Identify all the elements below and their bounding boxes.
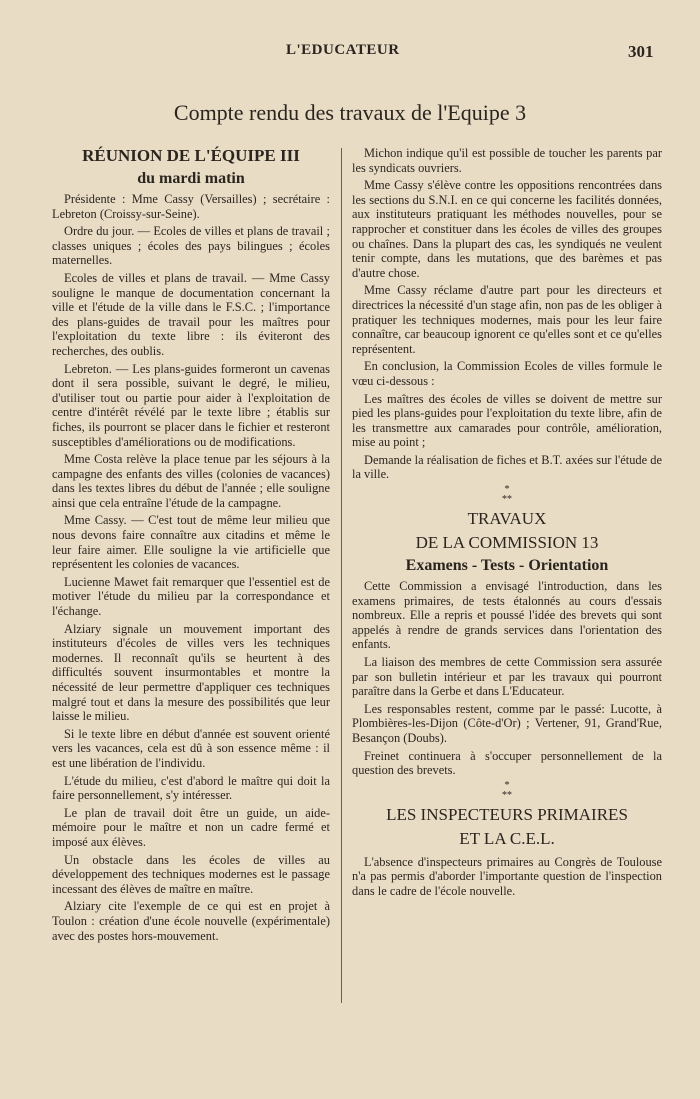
running-title: L'EDUCATEUR xyxy=(286,42,400,58)
left-column xyxy=(52,146,330,946)
paragraph: Ecoles de villes et plans de travail. — Mme Cassy souligne le manque de documentation concernant la ville et l'étude de la ville dans le F.S.C. ; l'importance des plans-guides de travail pour les maîtres pour l'exploitation du texte libre : ils éviteront des recherches, des oublis. xyxy=(52,270,330,358)
paragraph: Les responsables restent, comme par le passé: Lucotte, à Plombières-les-Dijon (Côte-d'Or) ; Vertener, 91, Grand'Rue, Besançon (Doubs). xyxy=(352,701,662,745)
article-title: Compte rendu des travaux de l'Equipe 3 xyxy=(173,100,527,125)
paragraph: Le plan de travail doit être un guide, un aide-mémoire pour le maître et non un cadre fermé et imposé aux élèves. xyxy=(52,805,330,849)
page-number: 301 xyxy=(628,42,654,61)
paragraph: Mme Cassy réclame d'autre part pour les directeurs et directrices la nécessité d'un stage afin, non pas de les obliger à pratiquer les techniques modernes, mais pour les leur faire connaître, car beaucoup ignorent ce qu'elles sont et ce qu'elles représentent. xyxy=(352,283,662,356)
section-heading: LES INSPECTEURS PRIMAIRES xyxy=(386,804,628,824)
paragraph: La liaison des membres de cette Commission sera assurée par son bulletin intérieur et par les travaux qui pourront paraître dans la Gerbe et dans L'Educateur. xyxy=(352,655,662,699)
paragraph: Cette Commission a envisagé l'introduction, dans les examens primaires, de tests étalonnés au cours d'essais nombreux. Elle a repris et poussé l'idée des brevets qui sont appelés à rendre de grands services dans l'orientation des enfants. xyxy=(352,579,662,652)
section-heading: ET LA C.E.L. xyxy=(459,828,555,848)
section-subheading: du mardi matin xyxy=(137,170,245,187)
paragraph: Demande la réalisation de fiches et B.T. axées sur l'étude de la ville. xyxy=(352,452,662,482)
section-heading: DE LA COMMISSION 13 xyxy=(415,533,599,553)
paragraph: Mme Cassy. — C'est tout de même leur milieu que nous devons faire connaître aux citadins et même le leur faire aimer. Elle souligne la vie artificielle que représentent les colonies de vacances. xyxy=(52,513,330,572)
paragraph: En conclusion, la Commission Ecoles de villes formule le vœu ci-dessous : xyxy=(352,359,662,388)
paragraph: Alziary cite l'exemple de ce qui est en projet à Toulon : création d'une école nouvelle (expérimentale) avec des postes hors-mouvement. xyxy=(52,899,330,943)
paragraph: Freinet continuera à s'occuper personnellement de la question des brevets. xyxy=(352,748,662,778)
asterism-separator: * ** xyxy=(502,484,512,506)
paragraph: L'étude du milieu, c'est d'abord le maître qui doit la faire personnellement, s'y intéresser. xyxy=(52,773,330,803)
section-subheading: Examens - Tests - Orientation xyxy=(405,557,609,575)
paragraph: Présidente : Mme Cassy (Versailles) ; secrétaire : Lebreton (Croissy-sur-Seine). xyxy=(52,192,330,221)
paragraph: Mme Cassy s'élève contre les oppositions rencontrées dans les sections du S.N.I. en ce qui concerne les facilités données, aux instituteurs pratiquant les méthodes nouvelles, pour se rapprocher et constituer dans les écoles de villes des groupes ou chaînes. Dans la plupart des cas, les syndiqués ne veulent tenir compte, dans les mutations, que des barèmes et pas d'autre chose. xyxy=(352,178,662,280)
column-divider xyxy=(341,148,342,1003)
paragraph: Si le texte libre en début d'année est souvent orienté vers les vacances, cela est dû à son essence même : il est une libération de l'individu. xyxy=(52,726,330,770)
section-heading: RÉUNION DE L'ÉQUIPE III xyxy=(82,146,300,165)
section-heading: TRAVAUX xyxy=(467,509,547,529)
paragraph: Les maîtres des écoles de villes se doivent de mettre sur pied les plans-guides pour l'exploitation du texte libre, afin de les transmettre aux camarades pour contrôle, amélioration, mise au point ; xyxy=(352,391,662,450)
paragraph: Mme Costa relève la place tenue par les séjours à la campagne des enfants des villes (colonies de vacances) dans les textes libres du début de l'année ; elle souligne ainsi que cela entraîne l'étude de la campagne. xyxy=(52,452,330,510)
paragraph: Alziary signale un mouvement important des instituteurs d'écoles de villes vers les techniques modernes. Il reconnaît qu'ils se heurtent à des difficultés souvent insurmontables et montre la nécessité de leur permettre d'appliquer ces techniques malgré tout et dans la mesure des possibilités que leur laisse le milieu. xyxy=(52,621,330,724)
paragraph: Lucienne Mawet fait remarquer que l'essentiel est de motiver l'étude du milieu par la correspondance et l'échange. xyxy=(52,574,330,619)
paragraph: L'absence d'inspecteurs primaires au Congrès de Toulouse n'a pas permis d'aborder l'importante question de l'inspection dans le cadre de l'école nouvelle. xyxy=(352,854,662,898)
paragraph: Lebreton. — Les plans-guides formeront un cavenas dont il sera possible, suivant le degré, le milieu, d'utiliser tout ou partie pour aider à l'exploitation de centre d'intérêt révélé par le texte libre ; établis sur fiches, ils pourront se placer dans le fichier et resteront susceptibles d'améliorations ou de modifications. xyxy=(52,361,330,449)
asterism-separator: * ** xyxy=(502,779,512,801)
paragraph: Michon indique qu'il est possible de toucher les parents par les syndicats ouvriers. xyxy=(352,146,662,175)
right-column xyxy=(352,146,662,902)
paragraph: Ordre du jour. — Ecoles de villes et plans de travail ; classes uniques ; écoles des pays bilingues ; écoles maternelles. xyxy=(52,224,330,268)
paragraph: Un obstacle dans les écoles de villes au développement des techniques modernes est le passage incessant des élèves de maître en maître. xyxy=(52,852,330,896)
